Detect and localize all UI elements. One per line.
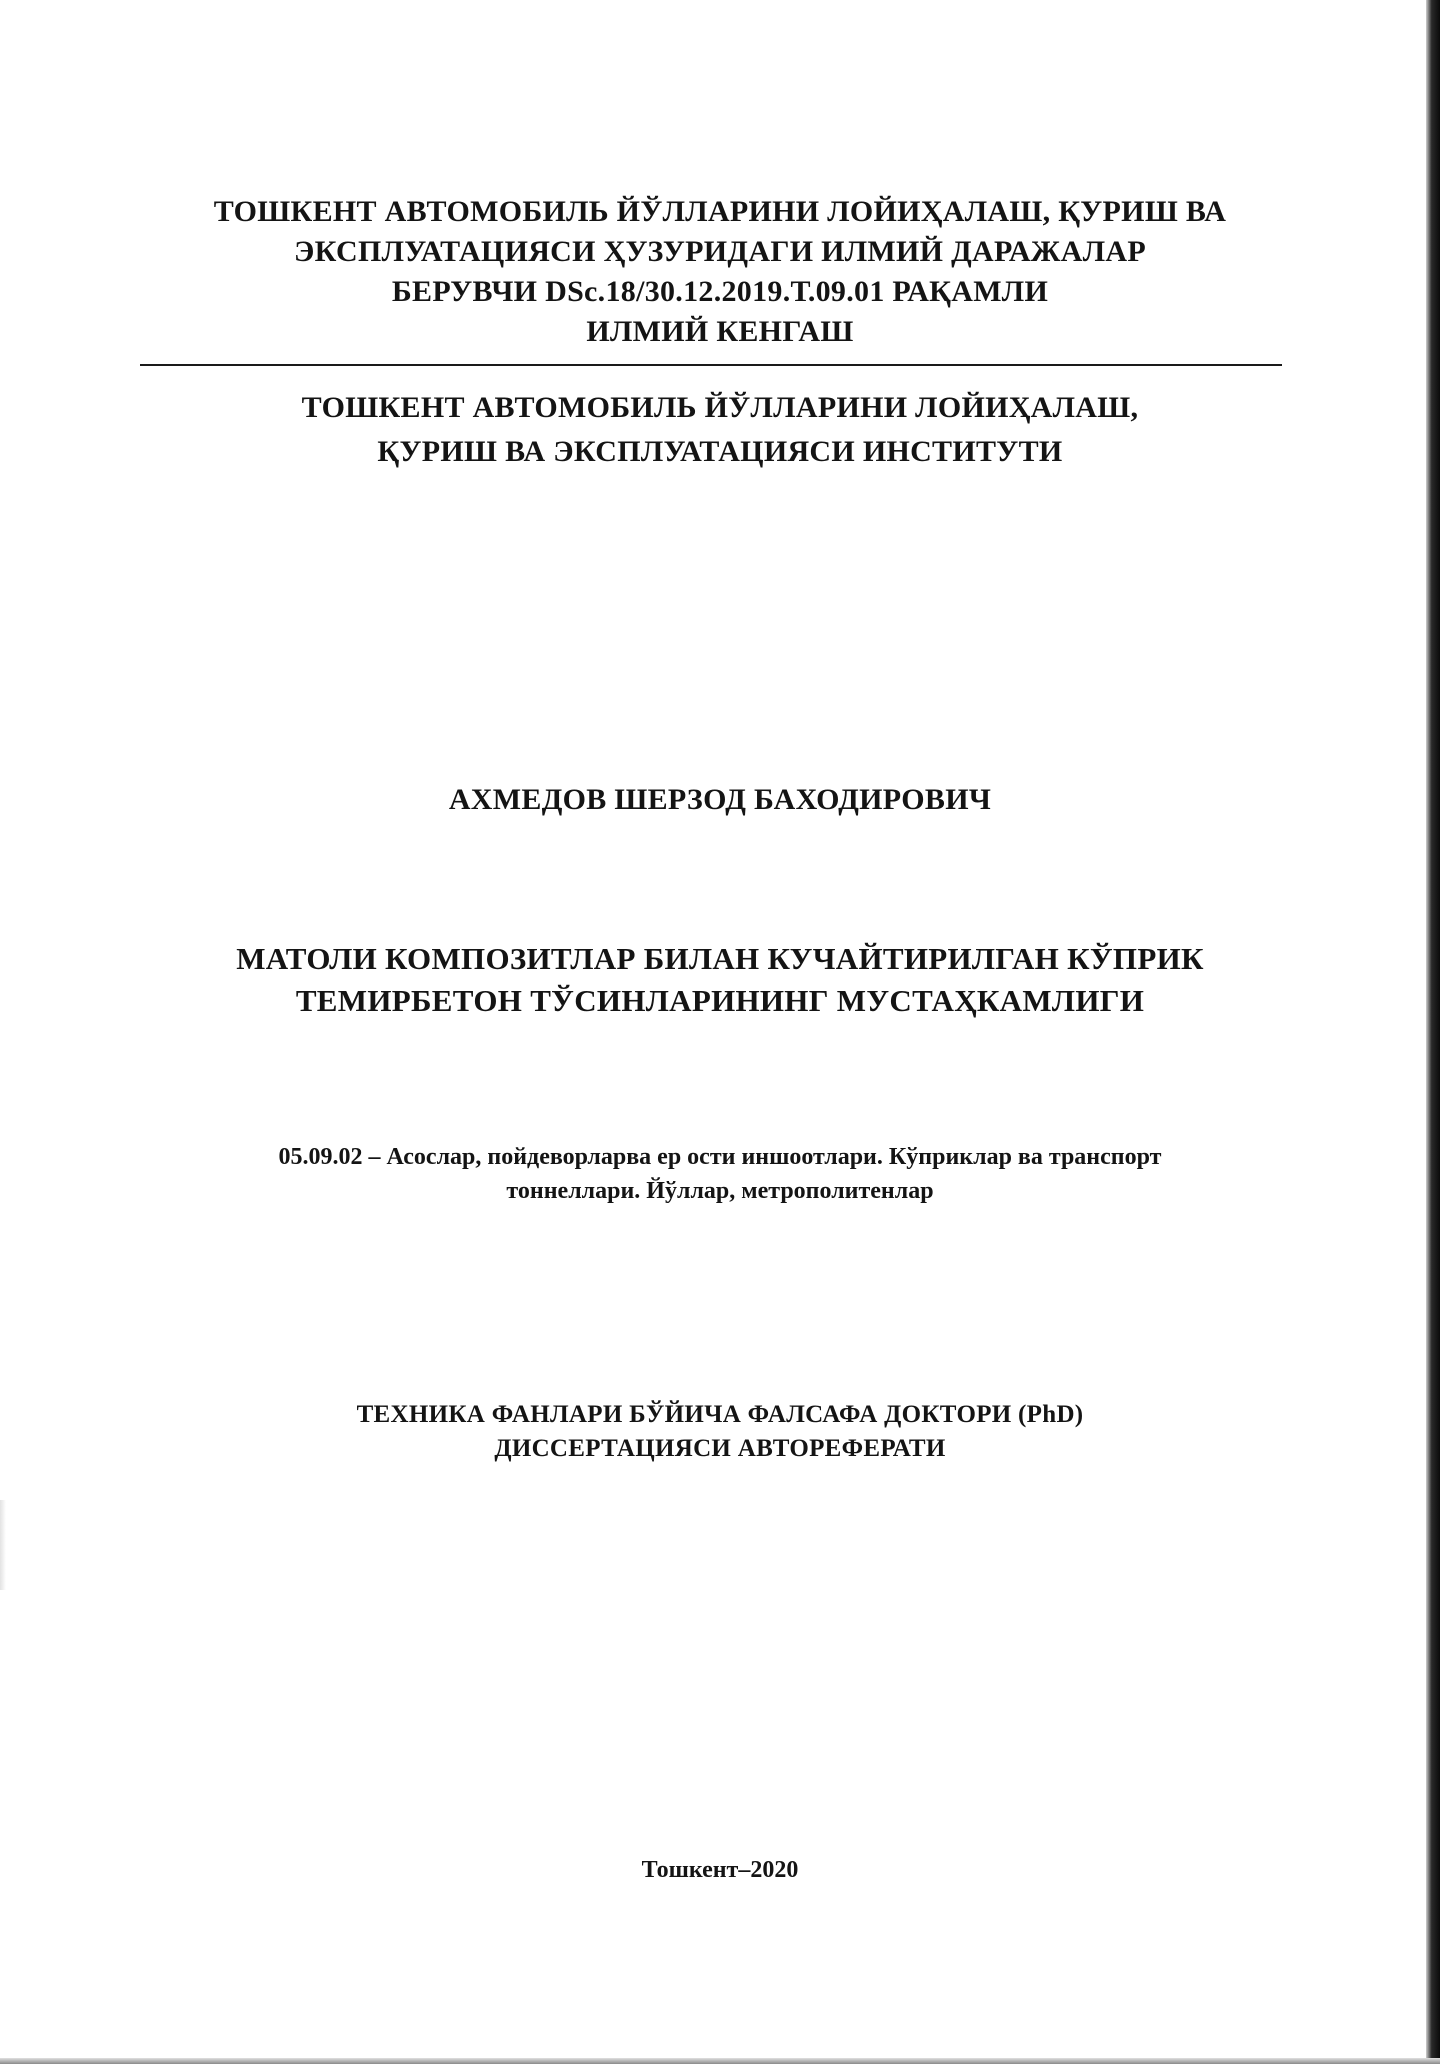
council-heading-line: ТОШКЕНТ АВТОМОБИЛЬ ЙЎЛЛАРИНИ ЛОЙИҲАЛАШ, ҚУРИШ ВА [213,195,1227,228]
scan-edge-shadow [1426,0,1440,2064]
author-name-text: АХМЕДОВ ШЕРЗОД БАХОДИРОВИЧ [448,783,992,816]
author-name [0,780,1440,820]
scan-smudge [0,1500,6,1590]
council-heading-line: БЕРУВЧИ DSc.18/30.12.2019.Т.09.01 РАҚАМЛИ [391,275,1049,308]
council-heading [0,192,1440,352]
place-and-year [0,1854,1440,1886]
council-heading-line: ЭКСПЛУАТАЦИЯСИ ҲУЗУРИДАГИ ИЛМИЙ ДАРАЖАЛАР [294,235,1146,268]
specialty-code [0,1140,1440,1208]
institute-heading-line: ТОШКЕНТ АВТОМОБИЛЬ ЙЎЛЛАРИНИ ЛОЙИҲАЛАШ, [301,391,1139,424]
degree-statement [0,1398,1440,1466]
degree-line: ДИССЕРТАЦИЯСИ АВТОРЕФЕРАТИ [494,1435,946,1462]
dissertation-title [0,938,1440,1022]
dissertation-title-line: МАТОЛИ КОМПОЗИТЛАР БИЛАН КУЧАЙТИРИЛГАН КЎПРИК [236,941,1204,976]
dissertation-title-line: ТЕМИРБЕТОН ТЎСИНЛАРИНИНГ МУСТАҲКАМЛИГИ [295,983,1145,1018]
specialty-line: тоннеллари. Йўллар, метрополитенлар [506,1178,934,1204]
council-heading-line: ИЛМИЙ КЕНГАШ [586,315,854,348]
degree-line: ТЕХНИКА ФАНЛАРИ БЎЙИЧА ФАЛСАФА ДОКТОРИ (PhD) [356,1401,1084,1428]
heading-divider [140,364,1282,366]
specialty-line: 05.09.02 – Асослар, пойдеворларва ер ости иншоотлари. Кўприклар ва транспорт [278,1144,1162,1170]
institute-heading-line: ҚУРИШ ВА ЭКСПЛУАТАЦИЯСИ ИНСТИТУТИ [377,435,1063,468]
scan-edge-bottom [0,2058,1440,2064]
place-and-year-text: Тошкент–2020 [641,1857,799,1883]
institute-heading [0,386,1440,474]
